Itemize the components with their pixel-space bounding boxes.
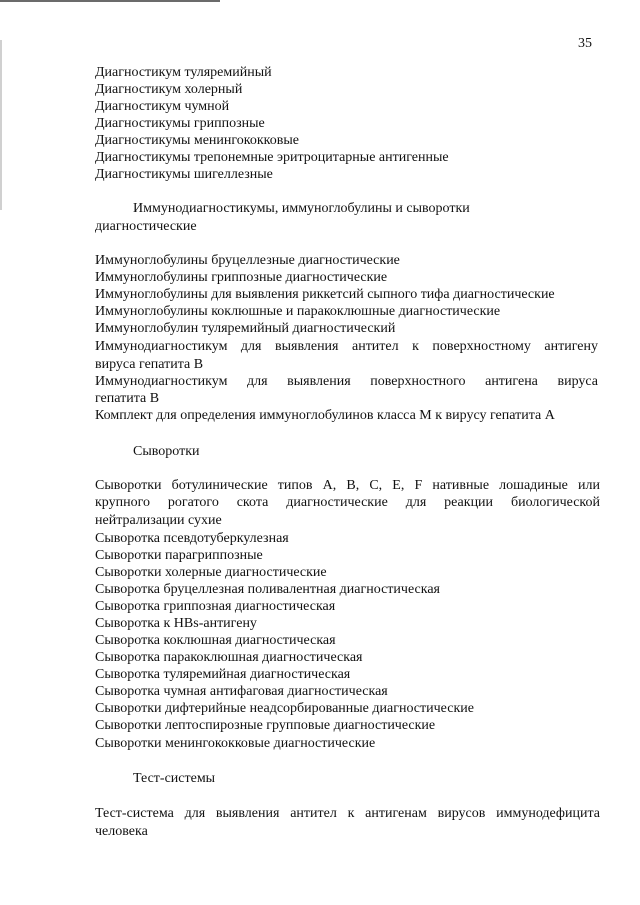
list-item: Сыворотка к HBs-антигену <box>95 616 257 631</box>
list-item-continuation: человека <box>95 824 148 839</box>
section-heading-immuno-cont: диагностические <box>95 219 197 234</box>
list-item: Сыворотка коклюшная диагностическая <box>95 633 336 648</box>
page-number: 35 <box>578 36 592 51</box>
list-item: Диагностикумы трепонемные эритроцитарные антигенные <box>95 150 449 165</box>
list-item: Иммуноглобулины гриппозные диагностические <box>95 270 388 285</box>
list-item: Диагностикум холерный <box>95 82 243 97</box>
list-item: Диагностикумы гриппозные <box>95 116 265 131</box>
list-item-continuation: гепатита B <box>95 391 160 406</box>
list-item: Иммуноглобулин туляремийный диагностический <box>95 321 396 336</box>
scan-artifact-line <box>0 0 220 2</box>
list-item: Иммунодиагностикум для выявления поверхностного антигена вируса <box>95 374 598 389</box>
list-item: Сыворотка бруцеллезная поливалентная диагностическая <box>95 582 440 597</box>
list-item: Сыворотки дифтерийные неадсорбированные диагностические <box>95 701 474 716</box>
list-item: Сыворотка псевдотуберкулезная <box>95 531 289 546</box>
list-item-continuation: крупного рогатого скота диагностические для реакции биологической <box>95 495 600 510</box>
list-item: Диагностикум чумной <box>95 99 230 114</box>
list-item: Диагностикумы менингококковые <box>95 133 300 148</box>
scan-artifact-edge <box>0 40 2 210</box>
list-item: Сыворотки ботулинические типов А, В, С, Е, F нативные лошадиные или <box>95 478 600 493</box>
list-item-continuation: нейтрализации сухие <box>95 513 222 528</box>
section-heading-immuno: Иммунодиагностикумы, иммуноглобулины и сыворотки <box>133 201 470 216</box>
list-item: Сыворотка туляремийная диагностическая <box>95 667 351 682</box>
list-item: Сыворотка гриппозная диагностическая <box>95 599 336 614</box>
list-item: Тест-система для выявления антител к антигенам вирусов иммунодефицита <box>95 806 600 821</box>
list-item: Комплект для определения иммуноглобулинов класса М к вирусу гепатита А <box>95 408 555 423</box>
list-item: Сыворотка чумная антифаговая диагностическая <box>95 684 388 699</box>
list-item: Сыворотка паракоклюшная диагностическая <box>95 650 363 665</box>
list-item: Сыворотки холерные диагностические <box>95 565 327 580</box>
section-heading-test-systems: Тест-системы <box>133 771 216 786</box>
list-item: Сыворотки парагриппозные <box>95 548 263 563</box>
list-item: Иммуноглобулины бруцеллезные диагностические <box>95 253 400 268</box>
list-item: Диагностикумы шигеллезные <box>95 167 273 182</box>
list-item: Диагностикум туляремийный <box>95 65 272 80</box>
list-item: Иммуноглобулины коклюшные и паракоклюшные диагностические <box>95 304 501 319</box>
list-item: Сыворотки менингококковые диагностические <box>95 736 376 751</box>
list-item: Иммунодиагностикум для выявления антител к поверхностному антигену <box>95 339 598 354</box>
list-item: Иммуноглобулины для выявления риккетсий сыпного тифа диагностические <box>95 287 555 302</box>
list-item-continuation: вируса гепатита B <box>95 357 204 372</box>
section-heading-serums: Сыворотки <box>133 444 200 459</box>
list-item: Сыворотки лептоспирозные групповые диагностические <box>95 718 436 733</box>
